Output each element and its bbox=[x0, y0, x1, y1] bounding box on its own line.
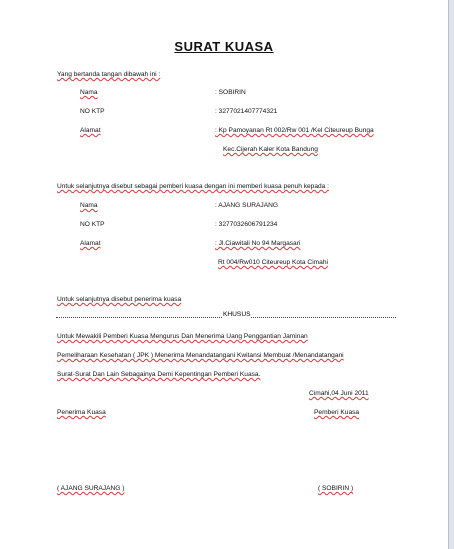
window-edge bbox=[449, 0, 454, 549]
khusus-label: KHUSUS bbox=[223, 311, 251, 318]
pemberi-nama-value: : SOBIRIN bbox=[215, 89, 246, 96]
penerima-nama-label: Nama bbox=[80, 202, 98, 209]
transition-text: Untuk selanjutnya disebut sebagai pemberi kuasa dengan ini memberi kuasa penuh kepada : bbox=[57, 183, 329, 190]
pemberi-ktp-label: NO KTP bbox=[80, 108, 105, 115]
penerima-alamat-line2: Rt 004/Rw010 Citeureup Kota Cimahi bbox=[218, 259, 328, 266]
sign-right-name: ( SOBIRIN ) bbox=[318, 485, 354, 492]
pemberi-alamat-label: Alamat bbox=[80, 127, 101, 134]
sign-left-name: ( AJANG SURAJANG ) bbox=[57, 485, 125, 492]
document-title: SURAT KUASA bbox=[174, 39, 274, 54]
pemberi-alamat-line1: : Kp Pamoyanan Rt 002/Rw 001 /Kel Citeureup Bunga bbox=[215, 127, 374, 134]
penerima-caption: Untuk selanjutnya disebut penerima kuasa bbox=[57, 296, 182, 303]
pemberi-alamat-line2: Kec.Cijerah Kaler Kota Bandung bbox=[223, 146, 318, 153]
penerima-ktp-value: : 3277032606791234 bbox=[215, 221, 278, 228]
penerima-nama-value: : AJANG SURAJANG bbox=[215, 202, 279, 209]
body-line-3: Surat-Surat Dan Lain Sebagainya Demi Kepentingan Pemberi Kuasa. bbox=[57, 371, 261, 378]
place-date: Cimahi,04 Juni 2011 bbox=[309, 390, 369, 397]
penerima-alamat-line1: : Jl.Ciawitali No 94 Margasari bbox=[215, 240, 301, 247]
body-line-1: Untuk Mewakili Pemberi Kuasa Mengurus Dan Menerima Uang Penggantian Jaminan bbox=[57, 333, 308, 340]
intro-text: Yang bertanda tangan dibawah ini : bbox=[57, 71, 161, 78]
penerima-alamat-label: Alamat bbox=[80, 240, 101, 247]
pemberi-nama-label: Nama bbox=[80, 89, 98, 96]
penerima-ktp-label: NO KTP bbox=[80, 221, 105, 228]
pemberi-ktp-value: : 3277021407774321 bbox=[215, 108, 278, 115]
body-line-2: Pemeliharaan Kesehatan ( JPK ) Menerima Menandatangani Kwitansi Membuat /Menandatangani bbox=[57, 352, 344, 359]
sign-right-label: Pemberi Kuasa bbox=[314, 409, 360, 416]
sign-left-label: Penerima Kuasa bbox=[57, 409, 106, 416]
